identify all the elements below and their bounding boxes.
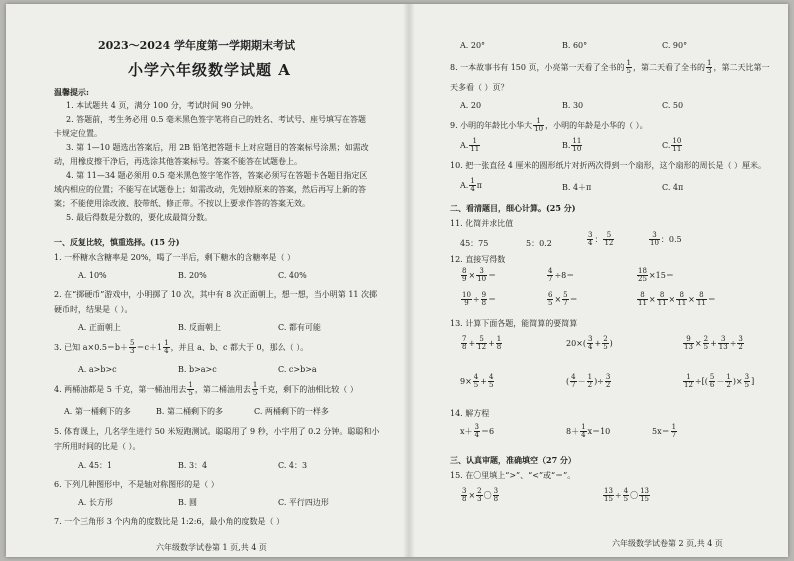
expression: $\frac{9}{13}$ × $\frac{2}{5}$ + $\frac{3}{13}$ ÷ $\frac{3}{2}$ [684,335,743,352]
numerator: 1 [469,138,480,146]
expression: $\frac{7}{8}$ + $\frac{5}{12}$ + $\frac{1}{8}$ [462,335,502,352]
fraction [587,232,593,248]
eq-text: x＝10 [587,426,611,436]
fraction [571,138,582,154]
section-heading: 三、认真审题，准确填空（27 分） [450,455,576,465]
section-heading: 二、看清题目，细心计算。(25 分) [450,203,576,213]
fraction [461,268,467,284]
fraction [671,424,677,440]
expression [546,292,578,308]
denominator: 3 [477,495,482,504]
fraction: $\frac{3}{4}$ [588,335,593,352]
fraction [533,118,544,134]
option-letter: C. [662,140,671,150]
eq-text: ＝6 [480,426,495,436]
numerator: 6 [548,291,553,299]
exam-subtitle: 小学六年级数学试题 A [128,61,291,79]
expression: 9× $\frac{4}{5}$ + $\frac{4}{5}$ [460,373,494,390]
denominator: 9 [462,275,467,284]
numerator: 1 [626,59,631,67]
number: 15 [655,270,666,280]
numerator: 3 [476,268,487,276]
question-4 [54,382,358,398]
numerator: 1 [252,381,258,389]
numerator: 1 [533,118,544,126]
fraction [637,292,648,308]
denominator: 4 [588,239,593,248]
denominator: 8 [462,495,467,504]
option [662,138,683,154]
fraction: $\frac{3}{2}$ [738,335,743,352]
fraction: $\frac{9}{13}$ [684,335,693,352]
numerator: 4 [548,267,553,275]
expression [636,292,716,308]
fraction [623,488,629,504]
numerator: 10 [672,137,682,145]
option: B. b>a>c [178,365,217,374]
denominator: 12 [604,239,614,248]
option: C. 90° [662,41,688,50]
page-footer: 六年级数学试卷第 1 页,共 4 页 [156,543,267,552]
numerator: 3 [588,231,593,239]
fraction: $\frac{1}{2}$ [587,373,593,390]
option: B. 30 [562,101,584,110]
numerator: 2 [477,487,482,495]
fraction [547,292,553,308]
fraction [562,292,568,308]
numerator: 11 [572,137,582,145]
q3-text: ，并且 a、b、c 都大于 0，那么（ ）。 [170,342,309,352]
numerator: 1 [707,59,712,67]
fraction [626,60,632,76]
fraction [252,382,258,398]
equation [566,424,610,440]
question-6: 6. 下列几种图形中，不是轴对称图形的是（ ） [54,480,219,489]
numerator: 10 [462,291,471,299]
operator: ÷ [472,294,480,304]
option: B. 4＋π [562,183,592,192]
compare-circle[interactable]: 〇 [630,490,639,500]
numerator: 4 [623,487,629,495]
fraction [476,488,482,504]
numerator: 5 [563,291,568,299]
denominator: 4 [164,347,169,356]
option: C. 40% [278,271,307,280]
eq-text: 5x＝ [652,426,670,436]
denominator: 10 [477,275,487,284]
fraction [481,292,487,308]
denominator: 4 [474,431,479,440]
denominator: 15 [604,495,613,504]
denominator: 11 [638,299,647,308]
numerator: 5 [603,232,614,240]
operator: × [668,294,676,304]
option: A. a>b>c [78,365,117,374]
denominator: 10 [534,125,544,134]
option: A. 45：1 [78,461,113,470]
option: C. 4：3 [278,461,308,470]
option: A. 20 [460,101,482,110]
denominator: 10 [572,145,582,154]
note-line: 1. 本试题共 4 页，满分 100 分，考试时间 90 分钟。 [66,101,258,110]
question-3 [54,340,308,356]
note-line: 案；不能使用涂改液、胶带纸、修正带。不按以上要求作答的答案无效。 [54,199,310,208]
option: A. 正面朝上 [78,323,121,332]
question-5: 5. 体育课上，几名学生进行 50 米短跑测试。聪聪用了 9 秒，小宇用了 0.2 分钟。聪聪和小 [54,427,380,436]
fraction: $\frac{4}{5}$ [488,373,494,390]
q3-text: ＝c＋1 [136,342,163,352]
operator: × [554,294,562,304]
expression [546,268,574,284]
option: B. 60° [562,41,588,50]
denominator: 7 [548,275,553,284]
exam-page-2 [426,4,778,557]
expression: 45：75 [460,239,489,248]
fraction: $\frac{2}{5}$ [603,335,608,352]
fraction: $\frac{5}{12}$ [477,335,487,352]
question-8 [450,60,769,76]
expression [460,292,496,308]
q4-text: 4. 两桶油都是 5 千克，第一桶油用去 [54,384,187,394]
option: C. 4π [662,183,684,192]
fraction [580,424,586,440]
fraction: $\frac{1}{2}$ [726,373,731,390]
fraction: $\frac{7}{8}$ [462,335,467,352]
numerator: 1 [671,423,677,431]
fraction: $\frac{4}{5}$ [473,373,479,390]
operator: ÷ [554,270,562,280]
denominator: 5 [252,389,258,398]
denominator: 15 [640,495,650,504]
fraction [129,340,135,356]
option-letter: A. [460,140,469,150]
option: B. 反面朝上 [178,323,221,332]
option: A. 20° [460,41,486,50]
denominator: 11 [696,299,706,308]
question-12: 12. 直接写得数 [450,255,506,264]
option: C. 两桶剩下的一样多 [254,407,329,416]
q9-text: 9. 小明的年龄比小华大 [450,120,533,130]
fraction [469,138,480,154]
q8-text: ，第二天看了全书的 [633,62,705,72]
fraction: $\frac{4}{7}$ [571,373,576,390]
denominator: 11 [657,299,667,308]
compare-expression [602,488,651,504]
question-10: 10. 把一张直径 4 厘米的圆形纸片对折两次得到一个扇形，这个扇形的周长是（ ）厘米。 [450,161,766,170]
denominator: 8 [481,299,487,308]
fraction [637,268,648,284]
question-5-cont: 宇所用时间的比是（ ）。 [54,442,141,451]
note-line: 卡规定位置。 [54,129,102,138]
numerator: 3 [462,487,467,495]
operator: × [688,294,695,304]
fraction [671,138,682,154]
fraction [649,232,660,248]
option: A. 第一桶剩下的多 [64,407,131,416]
expression: $\frac{1}{12}$ ÷[( $\frac{5}{6}$ － $\frac{1}{2}$ )× $\frac{3}{5}$ ] [684,373,755,390]
denominator: 8 [493,495,499,504]
numerator: 18 [638,267,647,275]
equals: ＝ [566,270,575,280]
page-fold [403,4,415,557]
fraction [493,488,499,504]
numerator: 8 [676,292,687,300]
equals: ＝ [707,294,716,304]
denominator: 9 [464,299,469,308]
fraction [603,488,614,504]
numerator: 3 [649,232,660,240]
operator: × [648,294,656,304]
expression [636,268,674,284]
denominator: 4 [581,431,586,440]
numerator: 1 [470,177,475,185]
option: A. 10% [78,271,107,280]
option [460,138,481,154]
option: C. c>b>a [278,365,317,374]
pi-symbol: π [476,180,483,190]
ratio-rest: ：0.5 [660,234,682,244]
numerator: 1 [188,381,193,389]
denominator: 25 [638,275,647,284]
denominator: 7 [671,431,677,440]
note-line: 5. 最后得数是分数的，要化成最简分数。 [66,213,213,222]
compare-expression [460,488,500,504]
fraction [706,60,712,76]
note-line: 2. 答题前，考生务必用 0.5 毫米黑色签字笔将自己的姓名、考试号、座号填写在答题 [66,115,366,124]
q3-text: 3. 已知 a×0.5＝b＋ [54,342,129,352]
section-heading: 一、反复比较，慎重选择。(15 分) [54,237,180,247]
question-2: 2. 在“掷硬币”游戏中，小明掷了 10 次，其中有 8 次正面朝上，想一想，当小明第 11 次掷 [54,290,378,299]
equals: ＝ [569,294,578,304]
fraction [476,268,487,284]
fraction: $\frac{3}{5}$ [744,373,750,390]
option: B. 3：4 [178,461,208,470]
equals: ＝ [488,270,497,280]
expression: 5：0.2 [526,239,552,248]
option-letter: B. [562,140,571,150]
expression [586,232,615,248]
fraction [474,424,480,440]
denominator: 4 [470,185,475,194]
denominator: 7 [563,299,568,308]
numerator: 9 [481,291,487,299]
option: A. 长方形 [78,498,113,507]
denominator: 11 [470,145,480,154]
number: 8 [561,270,567,280]
equals: ＝ [665,270,674,280]
question-9 [450,118,648,134]
denominator: 5 [548,299,553,308]
denominator: 3 [130,347,135,356]
fraction [461,292,472,308]
numerator: 8 [462,267,467,275]
q4-text: 千克，剩下的油相比较（ ） [259,384,358,394]
fraction [676,292,687,308]
fraction: $\frac{3}{13}$ [718,335,728,352]
numerator: 8 [637,292,648,300]
compare-circle[interactable]: 〇 [483,490,492,500]
expression: ( $\frac{4}{7}$ － $\frac{1}{2}$ )÷ $\frac{3}{2}$ [566,373,611,390]
fraction: $\frac{1}{8}$ [496,335,502,352]
numerator: 3 [474,423,479,431]
fraction [469,178,475,194]
question-7: 7. 一个三角形 3 个内角的度数比是 1:2:6，最小角的度数是（ ） [54,517,285,526]
q8-text: 8. 一本故事书有 150 页，小亮第一天看了全书的 [450,62,625,72]
numerator: 3 [493,487,499,495]
fraction: $\frac{1}{12}$ [684,373,693,390]
equation [652,424,678,440]
denominator: 5 [623,495,629,504]
eq-text: 8＋ [566,426,580,436]
equation [460,424,494,440]
fraction [603,232,614,248]
option: B. 圆 [178,498,197,507]
operator: × [468,490,476,500]
option [562,138,583,154]
option [460,178,482,194]
fraction: $\frac{5}{6}$ [709,373,715,390]
question-11: 11. 化简并求比值 [450,219,514,228]
question-8-cont: 天多看（ ）页？ [450,83,509,92]
q8-text: ，第二天比第一 [713,62,770,72]
denominator: 3 [707,67,712,76]
fraction [696,292,707,308]
option: B. 第二桶剩下的多 [156,407,223,416]
expression: 20×( $\frac{3}{4}$ + $\frac{2}{5}$ ) [566,335,613,352]
operator: × [468,270,476,280]
expression [460,268,496,284]
numerator: 5 [130,339,135,347]
fraction [163,340,169,356]
denominator: 11 [672,145,682,154]
option: C. 平行四边形 [278,498,329,507]
denominator: 10 [650,239,659,248]
note-line: 域内相应的位置；不能写在试题卷上；如需改动，先划掉原来的答案，然后再写上新的答 [54,185,366,194]
denominator: 5 [188,389,193,398]
option: C. 50 [662,101,684,110]
notes-heading: 温馨提示: [54,87,89,97]
ratio-colon: ： [594,234,603,244]
note-line: 动，用橡皮擦干净后，再选涂其他答案标号。答案不能答在试题卷上。 [54,157,302,166]
exam-title: 2023～2024 学年度第一学期期末考试 [98,39,296,52]
page-footer: 六年级数学试卷第 2 页,共 4 页 [612,539,723,548]
fraction [657,292,668,308]
fraction: $\frac{3}{2}$ [605,373,611,390]
operator: × [648,270,656,280]
operator: ÷ [614,490,622,500]
numerator: 8 [657,292,668,300]
denominator: 5 [626,67,631,76]
fraction [639,488,650,504]
question-1: 1. 一杯糖水含糖率是 20%，喝了一半后，剩下糖水的含糖率是（ ） [54,253,296,262]
numerator: 13 [604,487,613,495]
q9-text: ，小明的年龄是小华的（ ）。 [545,120,648,130]
numerator: 1 [581,423,586,431]
exam-paper [6,4,788,557]
expression [648,232,682,248]
question-2-cont: 硬币时，结果是（ ）。 [54,305,133,314]
note-line: 4. 第 11—34 题必须用 0.5 毫米黑色签字笔作答，答案必须写在答题卡各题目指定区 [66,171,368,180]
question-13: 13. 计算下面各题，能简算的要简算 [450,319,578,328]
option-letter: A. [460,180,469,190]
fraction: $\frac{2}{5}$ [703,335,709,352]
fraction [461,488,467,504]
q4-text: ，第二桶油用去 [194,384,251,394]
numerator: 8 [696,292,707,300]
option: C. 都有可能 [278,323,321,332]
fraction [187,382,193,398]
exam-page-1 [28,4,393,557]
numerator: 1 [164,339,169,347]
denominator: 11 [677,299,687,308]
fraction [547,268,553,284]
equals: ＝ [488,294,497,304]
question-15: 15. 在〇里填上“>”、“<”或“＝”。 [450,471,576,480]
eq-text: x＋ [460,426,473,436]
note-line: 3. 第 1—10 题选出答案后，用 2B 铅笔把答题卡上对应题目的答案标号涂黑；如需改 [66,143,369,152]
option: B. 20% [178,271,207,280]
question-14: 14. 解方程 [450,409,490,418]
numerator: 13 [640,487,650,495]
